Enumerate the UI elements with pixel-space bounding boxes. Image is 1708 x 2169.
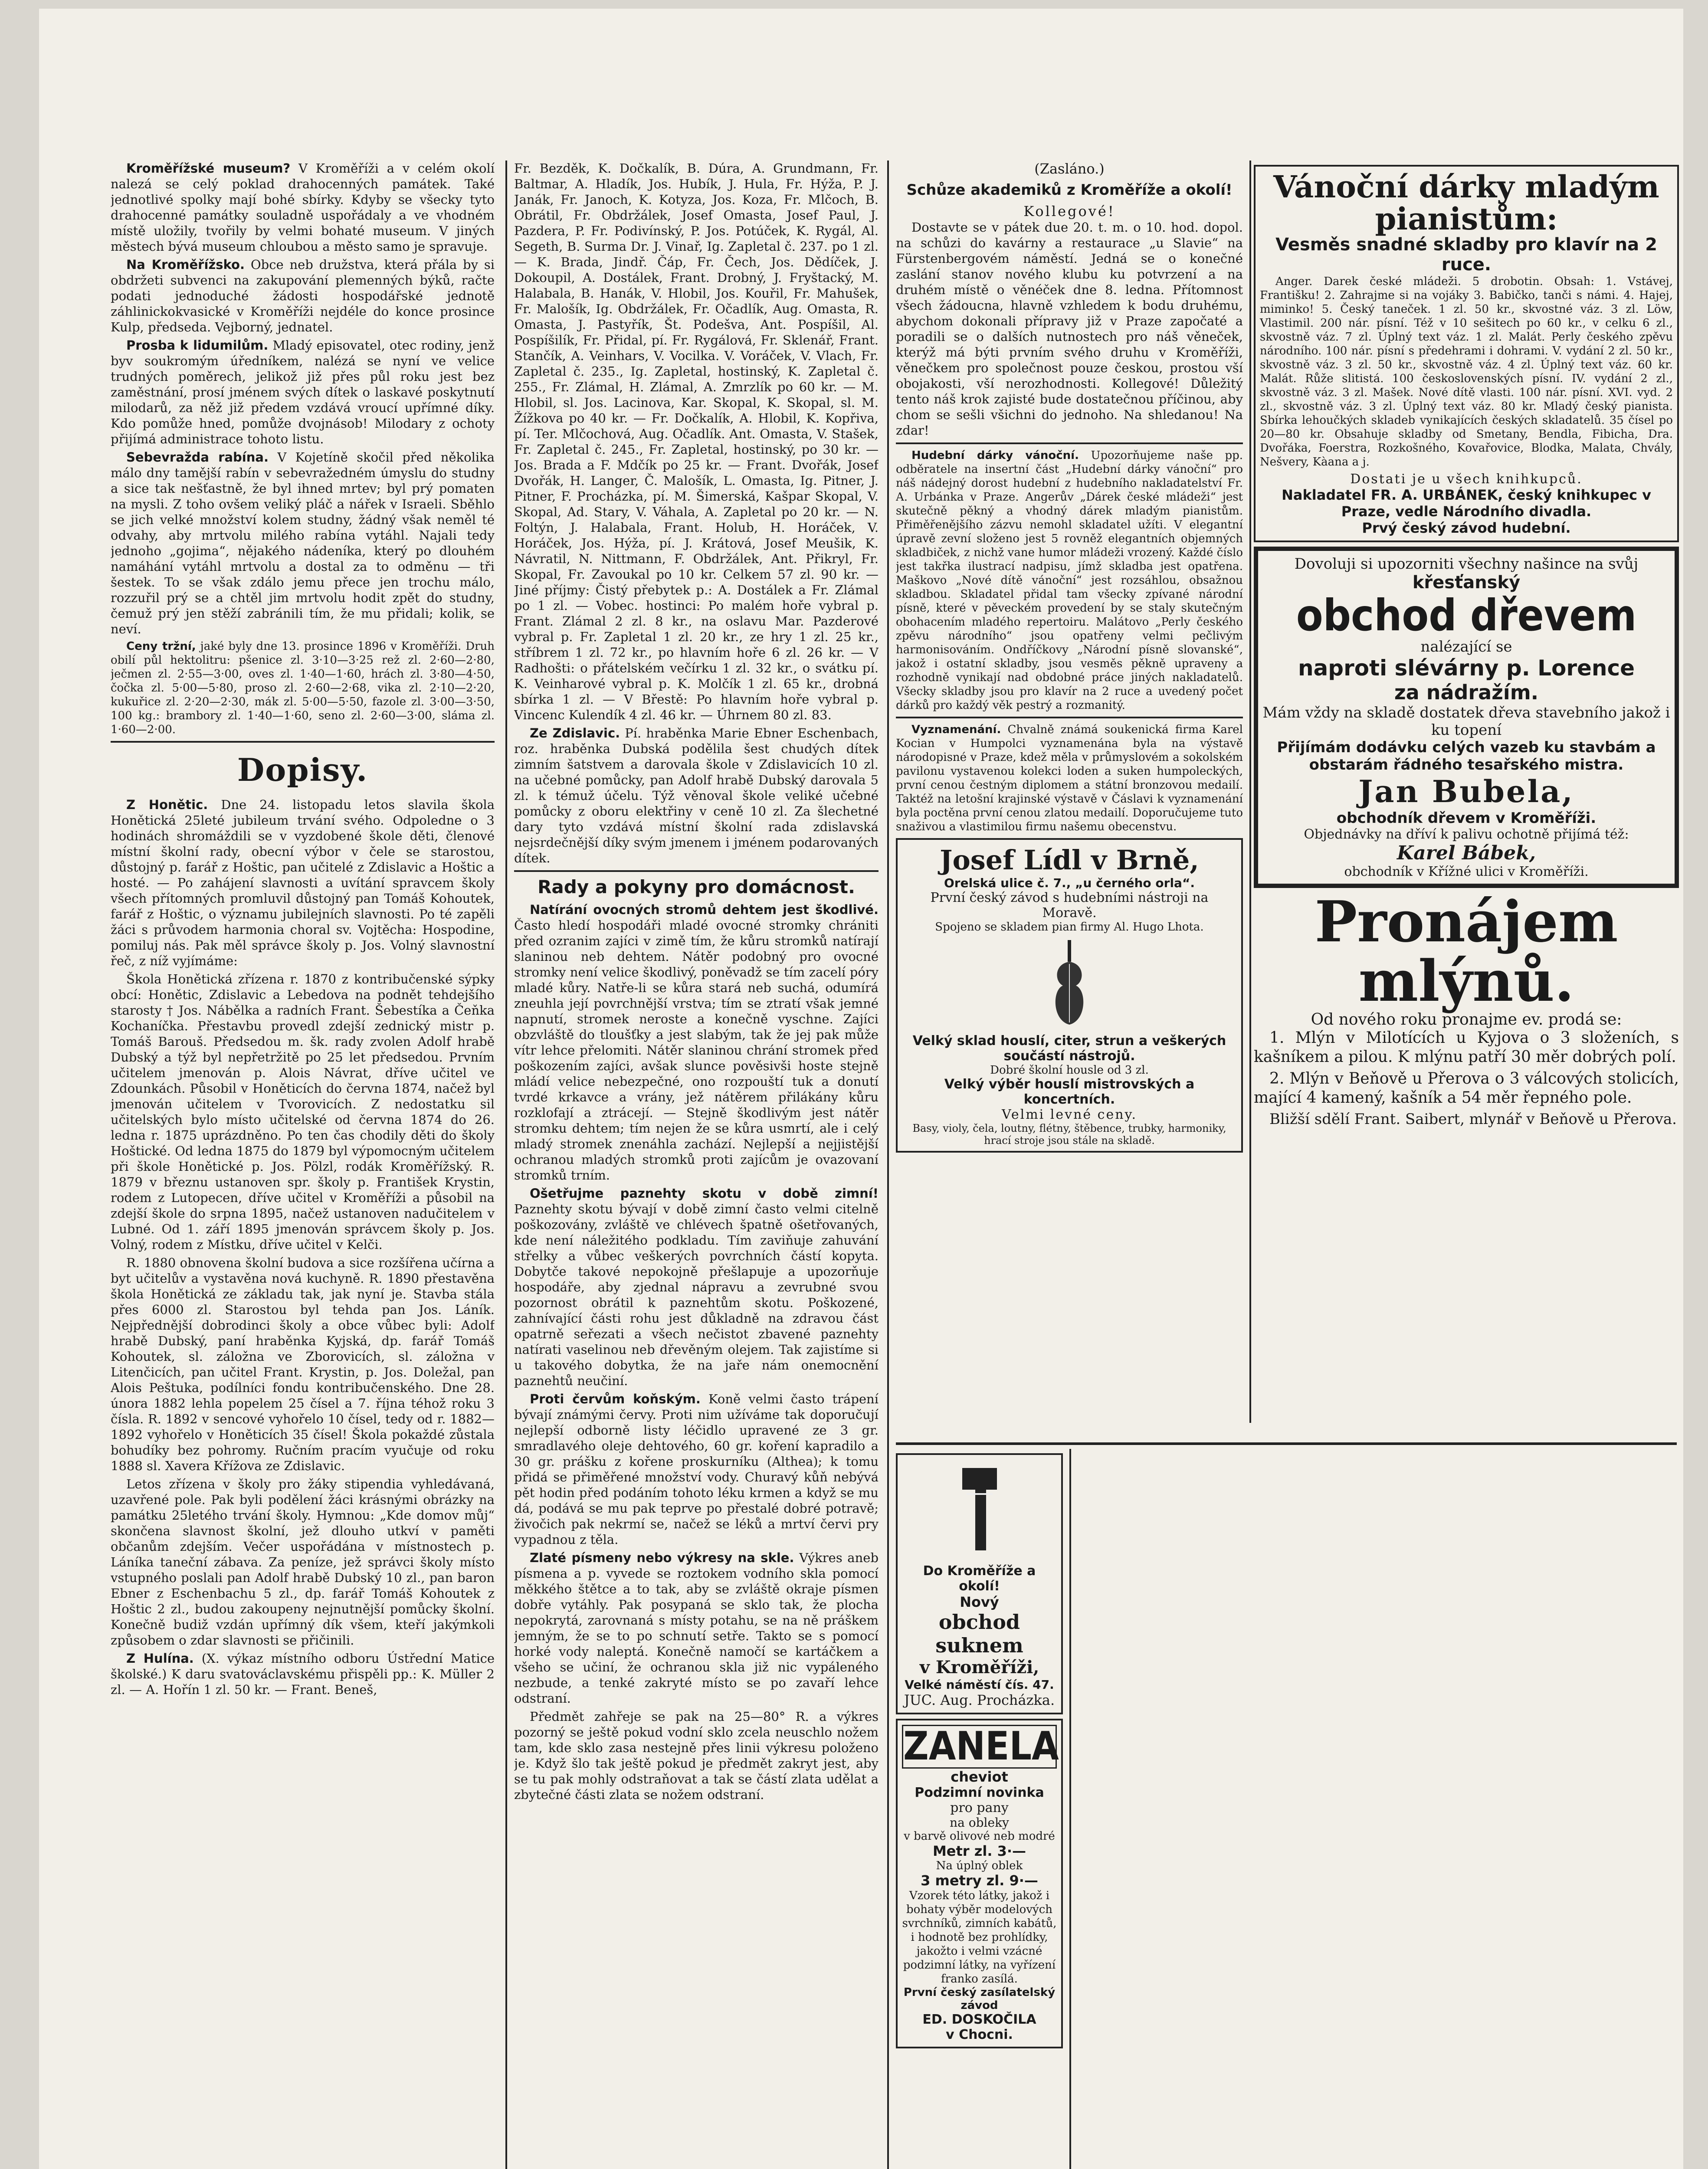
address: naproti slévárny p. Lorence <box>1298 655 1635 681</box>
advice-cervi: Proti červům koňským. Koně velmi často trápení bývají známými červy. Proti nim užíváme tak doporučují nejlepší odborně listy léčidlo upravené ze 3 gr. smradlavého oleje dehtového, 60 gr. koření kapradilo a 30 gr. prášku z kořene proskurníku (Althea); k tomu přidá se přiměřené množství vody. Churavý kůň nebývá pět hodin před podáním tohoto léku krmen a když se mu dá, podává se mu pak teprve po přestalé dobré potravě; živočich pak nekrmí se, načež se léků a mrtví červi pry vypadnou z těla. <box>514 1392 879 1547</box>
section-rule <box>896 1442 1677 1445</box>
address: za nádražím. <box>1394 681 1539 704</box>
paragraph: Škola Honětická zřízena r. 1870 z kontribučenské sýpky obcí: Honětic, Zdislavic a Lebedova na podnět tehdejšího starosty † Jos. Nábělka a radních Frant. Šebestíka a Čeňka Kochaníčka. Přestavbu provedl zdejší zednický mistr p. Tomáš Barouš. Předsedou m. šk. rady zvolen Adolf hrabě Dubský a týž byl nepřetržitě po 25 let předsedou. Prvním učitelem jmenován p. Alois Návrat, dříve učitel ve Zdounkách. Působil v Honěticích do června 1874, načež byl jmenován učitelem v Tvorovicích. Z nedostatku sil učitelských bylo místo učitelské od června 1874 do 26. ledna r. 1875 uprázdněno. Po ten čas chodily děti do školy Hoštické. Od ledna 1875 do 1879 byl výpomocným učitelem při škole Honětické p. Jos. Pölzl, rodák Kroměřížský. R. 1879 v březnu ustanoven spr. školy p. František Krystin, rodem z Lutopecen, dříve učitel v Kroměříži a působil na zdejší škole do srpna 1895, načež ustanoven nadučitelem v Lubné. Od 1. září 1895 jmenován správcem školy p. Jos. Volný, rodem z Místku, dříve učitel v Kelči. <box>111 972 495 1252</box>
advice-paznehty: Ošetřujme paznehty skotu v době zimní! Paznehty skotu bývají v době zimní často velmi citelně poškozovány, zvláště ve chlévech špatně ošetřovaných, kde není náležitého podkladu. Tím zaviňuje zahuvání střelky a vůbec veškerých povrchních částí kopyta. Dobytče takové nepokojně přešlapuje a upozorňuje hospodáře, aby zjednal nápravu a zevrubné svou pozornost obrátil k paznehtům skotu. Poškozené, zahnívající části rohu jest důkladně na zdravou část opatrně seřezati a všech nečistot zbavené paznehty natírati vaselinou neb dřevěným olejem. Tak zajistíme si u takového dobytka, že na jaře nám onemocnění paznehtů neučiní. <box>514 1186 879 1388</box>
article-prosba: Prosba k lidumilům. Mladý episovatel, otec rodiny, jenž byv soukromým úředníkem, nalézá se nyní ve velice trudných poměrech, jelikož již přes půl roku jest bez zaměstnání, prosí jménem svých dítek o laskavé poskytnutí milodarů, za něž již předem vzdává vroucí upřímné díky. Kdo pomůže hned, pomůže dvojnásob! Milodary z ochoty přijímá administrace tohoto listu. <box>111 338 495 446</box>
violin-icon <box>1043 938 1095 1029</box>
advertiser-name: Josef Lídl v Brně, <box>940 844 1199 876</box>
ad-line: Bližší sdělí Frant. Saibert, mlynář v Beňově u Přerova. <box>1269 1111 1677 1128</box>
divider <box>514 870 879 872</box>
column-rule <box>887 161 889 2169</box>
ad-line: První český zasílatelský závod <box>903 1986 1056 2012</box>
column-rule <box>1069 1449 1071 2169</box>
ad-line: nalézající se <box>1420 638 1512 655</box>
paragraph: R. 1880 obnovena školní budova a sice rozšířena učírna a byt učitelův a vystavěna nová kuchyně. R. 1890 přestavěna škola Honětická ze základu tak, jak nyní je. Stavba stála přes 6000 zl. Starostou byl tehda pan Jos. Láník. Nejpřednější dobrodinci školy a obce vůbec byli: Adolf hrabě Dubský, paní hraběnka Kyjská, dp. farář Tomáš Kohoutek, sl. záložna ve Zborovicích, sl. záložna v Litenčicích, pan učitel Frant. Krystin, p. Jos. Doležal, pan Alois Peštuka, podílníci fondu kontribučenského. Dne 28. února 1882 lehla popelem 25 čísel a 7. října téhož roku 3 čísla. R. 1892 v sencové vyhořelo 10 čísel, tedy od r. 1882—1892 vyhořelo v Honěticích 35 čísel! Škola pokaždé zůstala bohudíky bez pohromy. Ručním pracím vyučuje od roku 1888 sl. Xavera Křížova ze Zdislavic. <box>111 1255 495 1473</box>
ad-line: 1. Mlýn v Milotících u Kyjova o 3 složeních, s kašníkem a pilou. K mlýnu patří 30 měr dobrých polí. <box>1254 1029 1679 1066</box>
ad-prochazka <box>896 1453 1063 1714</box>
ad-title: Pronájem mlýnů. <box>1315 888 1618 1014</box>
paragraph: Dostavte se v pátek due 20. t. m. o 10. hod. dopol. na schůzi do kavárny a restaurace „u Slavie“ na Fürstenbergovém náměstí. Jedná se o konečné zaslání stanov nového klubu ku potvrzení a na druhém místě o věnéček dne 8. ledna. Přítomnost všech žádoucna, hlavně vzhledem k bodu druhému, abychom dokonali přípravy již v Praze započaté a poradili se o dalších nutnostech pro náš věneček, kterýž má býti prvním svého druhu v Kroměříži, věnečkem pro společnost pouze českou, prostou vší obojakosti, vší nerozhodnosti. Kollegové! Důležitý tento náš krok zajisté bude dostatečnou příčinou, aby chom se sešli všichni do jednoho. Na shledanou! Na zdar! <box>896 220 1243 438</box>
column-3 <box>896 161 1243 1423</box>
ad-line: Vesměs snadné skladby pro klavír na 2 ruce. <box>1275 235 1657 275</box>
advice-sklo: Zlaté písmeny nebo výkresy na skle. Výkres aneb písmena a p. vyvede se roztokem vodního skla pomocí měkkého štětce a to tak, aby se zvláště okraje písmen dobře vytáhly. Pak posypaná se sklo tak, že plocha nepokrytá, zarovnaná s místy potahu, se na ně práškem jemným, že se to po schnutí setře. Takto se s pomocí horké vody naleptá. Konečně namočí se kartáčkem a všeho se učiní, že ochranou skla již nic vypáleného nezbude, a tenké zakryté místo se po zavaří lehce odstraní. <box>514 1550 879 1706</box>
ad-line: Od nového roku pronajme ev. prodá se: <box>1311 1011 1622 1029</box>
ad-title: obchod dřevem <box>1296 590 1637 641</box>
donor-list: Fr. Bezděk, K. Dočkalík, B. Dúra, A. Grundmann, Fr. Baltmar, A. Hladík, Jos. Hubík, J. Hula, Fr. Hýža, P. J. Janák, Fr. Janoch, K. Kotyza, Jos. Koza, Fr. Mlčoch, B. Obrátil, Fr. Obdržálek, Josef Omasta, Josef Paul, J. Pazdera, P. Fr. Podivínský, P. Jos. Potúček, K. Rygál, Al. Segeth, B. Surma Dr. J. Vinař, Ig. Zapletal č. 237. po 1 zl. — K. Brada, Jindř. Čáp, Fr. Čech, Jos. Dědíček, J. Dokoupil, A. Dostálek, Frant. Drobný, J. Fryštacký, M. Halabala, B. Hanák, V. Hlobil, Jos. Kouřil, Fr. Mahušek, Fr. Malošík, Ig. Obdržálek, Fr. Očadlík, Aug. Omasta, R. Omasta, J. Pastyřík, Št. Podešva, Ant. Pospíšil, Al. Pospíšilík, Fr. Přidal, pí. Fr. Rygálová, Fr. Sklenář, Frant. Stančík, A. Veinhars, V. Vocilka. V. Voráček, V. Vlach, Fr. Zapletal č. 235., Ig. Zapletal, hostinský, K. Zapletal č. 255., Fr. Zlámal, H. Zlámal, A. Zmrzlík po 60 kr. — M. Hlobil, sl. Jos. Lacinova, Kar. Skopal, K. Skopal, sl. M. Žížkova po 40 kr. — Fr. Dočkalík, A. Hlobil, K. Kopřiva, pí. Ter. Mlčochová, Aug. Očadlík. Ant. Omasta, V. Stašek, Fr. Zapletal č. 245., Fr. Zapletal, hostinský, po 30 kr. — Jos. Brada a F. Mdčík po 25 kr. — Frant. Dvořák, Josef Dvořák, H. Langer, Č. Malošík, L. Omasta, Ig. Pitner, J. Pitner, F. Procházka, pí. M. Šimerská, Kašpar Skopal, V. Skopal, Ad. Stary, V. Váhala, A. Zapletal po 20 kr. — N. Foltýn, J. Halabala, Frant. Holub, H. Horáček, V. Horáček, Jos. Hýža, pí. J. Krátová, Josef Meušik, K. Návratil, N. Nittmann, F. Obdržálek, Ant. Přikryl, Fr. Skopal, Fr. Zavoukal po 10 kr. Celkem 57 zl. 90 kr. — Jiné příjmy: Čistý přebytek p.: A. Dostálek a Fr. Zlámal po 1 zl. — Vobec. hostinci: Po malém hoře vybral p. Frant. Zlámal 2 zl. 8 kr., na oslavu Mar. Pazderové vybral p. Fr. Zapletal 1 zl. 20 kr., ze hry 1 zl. 25 kr., stříbrem 1 zl. 72 kr., po hlavním hoře 6 zl. 26 kr. — V Radhošti: o přátelském večírku 1 zl. 32 kr., o svátku pí. K. Veinharové vybral p. K. Molčík 1 zl. 65 kr., drobná sbírka 1 zl. — V Břestě: Po hlavním hoře vybral p. Vincenc Kulendík 4 zl. 46 kr. — Úhrnem 80 zl. 83. <box>514 161 879 722</box>
advertiser-name: Jan Bubela, <box>1358 773 1574 809</box>
ad-line: Spojeno se skladem pian firmy Al. Hugo Lhota. <box>935 921 1204 934</box>
ad-line: Přijímám dodávku celých vazeb ku stavbám a obstarám řádného tesařského mistra. <box>1277 739 1656 773</box>
headline: Zlaté písmeny nebo výkresy na skle. <box>530 1550 794 1565</box>
ad-line: První český závod s hudebními nástroji na Moravě. <box>930 890 1209 921</box>
column-rule <box>1249 161 1251 1423</box>
article-hudebni: Hudební dárky vánoční. Upozorňujeme naše pp. odběratele na insertní část „Hudební dárky vánoční“ pro náš nádejný dorost hudební z hudebního nakladatelství Fr. A. Urbánka v Praze. Angerův „Dárek české mládeži“ jest skutečně pěkný a vhodný dárek mladým pianistům. Přiměřenějšího zázvu nemohl skladatel užíti. V elegantní úpravě zevní složeno jest 5 rovněž elegantních objemných skladbiček, z nichž vane humor mládeži vrozený. Každé číslo jest takřka ilustrací nadpisu, jímž skladba jest opatřena. Maškovo „Nové dítě vánoční“ jest rozsáhlou, obsažnou skladbou. Skladatel přidal tam všecky zpívané národní písně, které v pěveckém provedení by se staly skutečným obohacením mladého repertoiru. Malátovo „Perly českého zpěvu národního“ jsou opatřeny velmi pečlivým harmonisováním. Ondříčkovy „Národní písně slovanské“, jakož i ostatní skladby, jsou vesměs pěkně upraveny a rozhodně vynikají nad obdobné práce jiných nakladatelů. Všecky skladby jsou pro klavír na 2 ruce a uvedený počet dárků pro každý věk pestrý a rozmanitý. <box>896 449 1243 712</box>
column-1 <box>111 161 495 2169</box>
article-zdislavice: Ze Zdislavic. Pí. hraběnka Marie Ebner Eschenbach, roz. hraběnka Dubská podělila šest chudých dítek zimním šatstvem a darovala škole v Zdislavicích 10 zl. na učebné pomůcky, pan Adolf hrabě Dubský darovala 5 zl. k témuž účelu. Týž věnoval škole veliké učebné pomůcky z oboru elektřiny v ceně 10 zl. Za šlechetné dary tyto vzdává místní školní rada zdislavská nejsrdečnější díky svým jmenem i jménem podarovaných dítek. <box>514 726 879 865</box>
advertiser-name: Karel Bábek, <box>1397 842 1536 864</box>
ad-line: obchod suknem <box>935 1610 1023 1657</box>
divider <box>896 442 1243 444</box>
ad-line: Objednávky na dříví k palivu ochotně přijímá též: <box>1304 827 1629 842</box>
ad-line: Anger. Darek české mládeži. 5 drobotin. Obsah: 1. Vstávej, Františku! 2. Zahrajme si na vojáky 3. Babičko, tanči s námi. 4. Hajej, miminko! 5. Český taneček. 1 zl. 50 kr., skvostné váz. 3 zl. Löw, Vlastimil. 200 nár. písní. Též v 10 sešitech po 60 kr., v celku 6 zl., skvostně váz. 7 zl. Úplný text váz. 1 zl. Malát. Perly českého zpěvu národního. 100 nár. písní s předehrami i dohrami. V. vydání 2 zl. 50 kr., skvostně váz. 3 zl. 50 kr., skvostně váz. 4 zl. Úplný text váz. 60 kr. Malát. Růže slitistá. 100 československých písní. IV. vydání 2 zl., skvostně váz. 3 zl. Mašek. Nové dítě vlasti. 100 nár. písní. XVI. vyd. 2 zl., skvostně váz. 3 zl. Úplný text váz. 80 kr. Mladý český pianista. Sbírka lehoučkých skladeb vynikajících českých skladatelů. 35 čísel po 20—80 kr. Obsahuje skladby od Smetany, Bendla, Fibicha, Dra. Dvořáka, Foerstra, Rozkošného, Kovařovice, Blodka, Malata, Chvály, Nešvery, Kàana a j. <box>1260 275 1673 469</box>
address: Orelská ulice č. 7., „u černého orla“. <box>944 876 1195 890</box>
headline: Kroměřížské museum? <box>126 161 291 176</box>
ad-line: Nový <box>960 1594 999 1610</box>
advice-dehet: Natírání ovocných stromů dehtem jest škodlivé. Často hledí hospodáři mladé ovocné stromky chrániti před ozranim zajíci v zimě tím, že kůru stromků natírají slaninou neb dehtem. Nátěr podobný pro ovocné stromky není velice škodlivý, poněvadž se tím zacelí póry mladé kůry. Natře-li se kůra stará neb suchá, odumírá zneuhla její povrchnější vrstva; tím se ztratí však jemné napnutí, stromek neroste a konečně vyschne. Zajíci obzvláště do tloušťky a jest slabým, tak že jej pak může vítr lehce přelomiti. Nátěr slaninou chrání stromek před poškozením zajíci, avšak slunce pověsivši hoste stejně mládí velice nebezpečné, ono rozpouští tuk a donutí tvrdé krkavce a vrány, jež nátěrem přilákány kůru rozklofají a ztrácejí. — Stejně škodlivým jest nátěr stromku dehtem; tím nejen že se kůra usmrtí, ale i celý mladý stromek znenáhla zachází. Nejlepší a nejjistější ochranou mladých stromků proti zajícům je ovazovaní stromků trním. <box>514 902 879 1183</box>
ad-title: Vánoční dárky mladým pianistům: <box>1273 169 1659 237</box>
ad-line: Podzimní novinka <box>915 1785 1044 1800</box>
headline: Sebevražda rabína. <box>126 450 269 465</box>
headline: Hudební dárky vánoční. <box>911 449 1079 462</box>
pointing-hand-icon <box>945 1464 1014 1559</box>
ad-line: Dobré školní housle od 3 zl. <box>990 1064 1149 1077</box>
ad-line: Vzorek této látky, jakož i bohaty výběr modelových svrchníků, zimních kabátů, i hodnotě bez prohlídky, jakožto i velmi vzácné podzimní látky, na vyřízení franko zasílá. <box>902 1889 1057 1986</box>
article-honetice: Z Honětic. Dne 24. listopadu letos slavila škola Honětická 25leté jubileum trvání svého. Odpoledne o 3 hodinách shromáždili se v vyzdobené škole děti, členové místní školní rady, obecní výbor v čele se starostou, důstojný p. farář z Hoštic, pan učitelé z Zdislavic a Hoštic a hosté. — Po zahájení slavnosti a uvítání spravcem školy všech přítomných promluvil důstojný pan Tomáš Kohoutek, farář z Hoštic, o významu jubilejních slavnosti. Po té zapěli žáci s průvodem harmonia choral sv. Vojtěcha: Hospodine, pomiluj nás. Pak měl správce školy p. Jos. Volný slavnostní řeč, z níž vyjímáme: <box>111 797 495 968</box>
divider <box>896 717 1243 718</box>
ad-line: křesťanský <box>1412 573 1521 593</box>
section-heading-dopisy: Dopisy. <box>237 751 368 788</box>
ad-urbanek <box>1254 165 1679 542</box>
advertiser-name: ED. DOSKOČILA <box>922 2012 1036 2027</box>
ad-line: cheviot <box>951 1768 1008 1785</box>
headline: Proti červům koňským. <box>530 1392 701 1406</box>
ad-line: pro pany <box>950 1800 1009 1815</box>
headline: Ze Zdislavic. <box>530 726 620 740</box>
ad-line: na obleky <box>950 1815 1009 1830</box>
paragraph: Předmět zahřeje se pak na 25—80° R. a výkres pozorný se ještě pokud vodní sklo zcela neuschlo nožem tam, kde sklo zasa nestejně přes linii výkresu položeno je. Když šlo tak ještě pokud je předmět zakryt jest, aby se tu pak mohly odstraňovat a tak se částí zlata udělat a zbytečné části zlata se nožem odstraní. <box>514 1709 879 1802</box>
ad-line: obchodník v Křížné ulici v Kroměříži. <box>1344 864 1589 879</box>
ad-line: v barvě olivové neb modré <box>904 1829 1055 1843</box>
salutation: Kollegové! <box>1023 203 1115 220</box>
ad-lidl <box>896 838 1243 1153</box>
ad-line: Dostati je u všech knihkupců. <box>1350 472 1583 487</box>
section-heading-rady: Rady a pokyny pro domácnost. <box>538 876 855 898</box>
newspaper-page <box>39 9 1683 2169</box>
ad-line: Dovoluji si upozorniti všechny našince na svůj <box>1294 555 1639 573</box>
article-sebevrazda: Sebevražda rabína. V Kojetíně skočil před několika málo dny tamější rabín v sebevražedném úmyslu do studny a sice tak nešťastně, že byl ihned mrtev; byl prý pomaten na mysli. Z toho ovšem veliký pláč a nářek v Israeli. Sběhlo se jich velké množství kolem studny, žádný však neměl té odvahy, aby mrtvolu milého rabína vytáhl. Najali tedy jednoho „gojima“, nějakého nádeníka, který po dlouhém namáhání vytáhl mrtvolu a dostal za to odměnu — tři šestek. To se však zdálo jemu přece jen trochu málo, rozzuřil prý se a chtěl jim mrtvolu hodit zpět do studny, čemuž prý jen stěží zabránili tím, že mu přidali; kolik, se neví. <box>111 450 495 636</box>
column-3-ads <box>896 1449 1063 2169</box>
ad-line: ZANELA <box>902 1725 1057 1769</box>
ad-line: Velký sklad houslí, citer, strun a veškerých součástí nástrojů. <box>912 1033 1226 1064</box>
headline: Vyznamenání. <box>911 723 1001 736</box>
ad-line: Metr zl. 3·— <box>932 1842 1026 1859</box>
headline: Ošetřujme paznehty skotu v době zimní! <box>530 1186 879 1201</box>
ad-zanela <box>896 1719 1063 2048</box>
ad-line: 3 metry zl. 9·— <box>921 1872 1038 1889</box>
ad-line: Na úplný oblek <box>936 1859 1023 1872</box>
headline: Schůze akademiků z Kroměříže a okolí! <box>906 181 1233 199</box>
article-vyznamenani: Vyznamenání. Chvalně známá soukenická firma Karel Kocian v Humpolci vyznamenána byla na výstavě národopisné v Praze, kdež měla v průmyslovém a sokolském pavilonu vystavenou kolekci loden a suken humpoleckých, první cenou čestným diplomem a státní bronzovou medailí. Taktéž na letošní krajinské výstavě v Čáslavi k vyznamenání byla poctěna první cenou zlatou medailí. Doporučujeme tuto snaživou a vlastimilou firmu našemu obecenstvu. <box>896 723 1243 833</box>
divider <box>111 741 495 743</box>
headline: Na Kroměřížsko. <box>126 257 245 272</box>
column-rule <box>505 161 507 2169</box>
headline: Prosba k lidumilům. <box>126 338 269 353</box>
address: v Chocni. <box>946 2027 1013 2042</box>
ad-line: Velmi levné ceny. <box>1001 1107 1138 1122</box>
column-4 <box>1254 161 1679 1423</box>
article-kromerizsko: Na Kroměřížsko. Obce neb družstva, která přála by si obdržeti subvenci na zakupování plemenných býků, račte podati jednoduché žádosti hospodářské jednotě záhlinickokvasické v Kroměříži nejdéle do konce prosince Kulp, předseda. Vejborný, jednatel. <box>111 257 495 334</box>
ad-line: Basy, violy, čela, loutny, flétny, štěbence, trubky, harmoniky, hrací stroje jsou stále na skladě. <box>912 1122 1226 1147</box>
ad-line: 2. Mlýn v Beňově u Přerova o 3 válcových stolicích, mající 4 kamený, kašník a 54 měr řepného pole. <box>1254 1070 1679 1107</box>
zaslano-label: (Zasláno.) <box>1034 161 1105 177</box>
column-2 <box>514 161 879 2169</box>
ad-line: Prvý český závod hudební. <box>1362 520 1571 536</box>
headline: Ceny tržní, <box>126 640 196 653</box>
advertiser-name: Nakladatel FR. A. URBÁNEK, český knihkupec v Praze, vedle Národního divadla. <box>1282 487 1651 520</box>
ad-line: Mám vždy na skladě dostatek dřeva stavebního jakož i ku topení <box>1262 704 1670 739</box>
address: Velké náměstí čís. 47. <box>905 1678 1054 1692</box>
paragraph: Letos zřízena v školy pro žáky stipendia vyhledávaná, uzavřené pole. Pak byli podělení žáci krásnými obrázky na památku 25letého trvání školy. Hymnou: „Kde domov můj“ skončena slavnost školní, jež dlouho utkví v paměti občanům zdejším. Večer uspořádána v místnostech p. Láníka taneční zábava. Za peníze, jež správci školy místo vstupného poslali pan Adolf hrabě Dubský 10 zl., pan baron Ebner z Eschenbachu 5 zl., dp. farář Tomáš Kohoutek z Hoštic 2 zl., budou zakoupeny nejnutnější pomůcky školní. Konečně budiž vzdán upřímný dík všem, kteří jakýmkoli způsobem o zdar slavnosti se přičinili. <box>111 1477 495 1648</box>
article-museum: Kroměřížské museum? V Kroměříži a v celém okolí nalezá se celý poklad drahocenných památek. Také jednotlivé spolky mají bohé sbírky. Kdyby se všecky tyto drahocenné památky souladně uspořádaly a ve vhodném místě uložily, tvořily by velmi bohaté museum. V jiných městech bývá museum chloubou a město samo je spravuje. <box>111 161 495 254</box>
article-hulin: Z Hulína. (X. výkaz místního odboru Ústřední Matice školské.) K daru svatováclavskému přispěli pp.: K. Müller 2 zl. — A. Hořín 1 zl. 50 kr. — Frant. Beneš, <box>111 1651 495 1697</box>
ad-line: v Kroměříži, <box>919 1657 1039 1678</box>
headline: Z Hulína. <box>126 1651 194 1666</box>
ad-line: obchodník dřevem v Kroměříži. <box>1336 809 1597 827</box>
ad-line: Do Kroměříže a okolí! <box>923 1563 1036 1594</box>
article-ceny: Ceny tržní, jaké byly dne 13. prosince 1896 v Kroměříži. Druh obilí půl hektolitru: pšenice zl. 3·10—3·25 rež zl. 2·60—2·80, ječmen zl. 2·55—3·00, oves zl. 1·40—1·60, hrách zl. 3·80—4·50, čočka zl. 5·00—5·80, proso zl. 2·60—2·68, vika zl. 2·10—2·20, kukuřice zl. 2·20—2·30, mák zl. 5·00—5·50, fazole zl. 3·00—3·50, 100 kg.: brambory zl. 1·40—1·60, seno zl. 2·60—3·00, sláma zl. 1·60—2·00. <box>111 640 495 736</box>
advertiser-name: JUC. Aug. Procházka. <box>904 1692 1055 1708</box>
headline: Natírání ovocných stromů dehtem jest škodlivé. <box>530 902 879 917</box>
headline: Z Honětic. <box>126 797 208 812</box>
ad-bubela <box>1254 547 1679 888</box>
ad-line: Velký výběr houslí mistrovských a koncertních. <box>944 1077 1195 1107</box>
